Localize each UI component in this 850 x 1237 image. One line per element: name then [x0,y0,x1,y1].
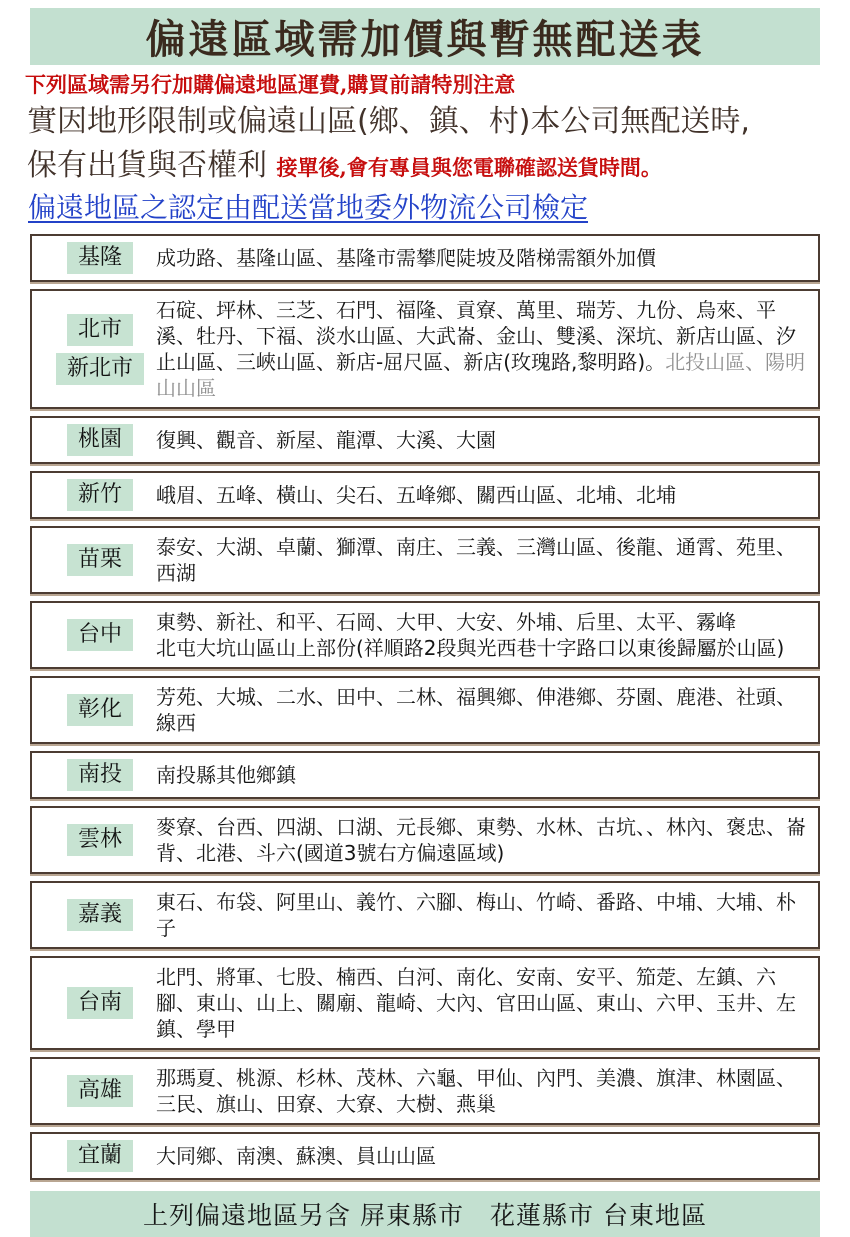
table-row [30,956,820,1050]
region-label-column [48,759,152,791]
region-areas-text: 大同鄉、南澳、蘇澳、員山山區 [156,1144,436,1168]
region-label-column [48,987,152,1019]
table-row [30,416,820,464]
region-label: 新竹 [67,479,133,511]
page-title: 偏遠區域需加價與暫無配送表 [145,17,705,63]
region-areas [152,427,812,453]
region-label: 基隆 [67,242,133,274]
table-row [30,601,820,669]
region-label-column [48,544,152,576]
delivery-policy-line2-black: 保有出貨與否權利 [27,148,267,183]
table-row [30,526,820,594]
region-areas [152,762,812,788]
region-areas-line [156,889,812,941]
region-label: 雲林 [67,824,133,856]
region-areas-text: 東勢、新社、和平、石岡、大甲、大安、外埔、后里、太平、霧峰 [156,610,736,634]
region-label-column [48,314,152,385]
region-areas [152,964,812,1042]
remote-area-definition-note: 偏遠地區之認定由配送當地委外物流公司檢定 [28,191,589,224]
region-label: 嘉義 [67,899,133,931]
region-label-column [48,479,152,511]
region-label: 彰化 [67,694,133,726]
region-label: 宜蘭 [67,1140,133,1172]
region-areas [152,297,812,401]
region-areas [152,245,812,271]
region-areas [152,609,812,661]
region-areas-line [156,684,812,736]
region-areas [152,1065,812,1117]
table-row [30,676,820,744]
region-label: 桃園 [67,424,133,456]
region-label: 台中 [67,619,133,651]
region-areas-line [156,609,812,635]
region-areas [152,1143,812,1169]
region-areas-text: 芳苑、大城、二水、田中、二林、福興鄉、伸港鄉、芬園、鹿港、社頭、線西 [156,685,796,735]
region-areas-text: 南投縣其他鄉鎮 [156,763,296,787]
region-label: 台南 [67,987,133,1019]
region-label-column [48,1075,152,1107]
region-areas-text: 峨眉、五峰、橫山、尖石、五峰鄉、關西山區、北埔、北埔 [156,483,676,507]
region-areas [152,482,812,508]
delivery-policy-line2 [27,146,850,187]
region-areas-line [156,964,812,1042]
region-areas-text: 北屯大坑山區山上部份(祥順路2段與光西巷十字路口以東後歸屬於山區) [156,636,785,660]
region-areas-line [156,635,812,661]
region-areas-line [156,534,812,586]
region-areas-text: 那瑪夏、桃源、杉林、茂林、六龜、甲仙、內門、美濃、旗津、林園區、三民、旗山、田寮、大寮、大樹、燕巢 [156,1066,796,1116]
region-areas [152,534,812,586]
delivery-policy-line1: 實因地形限制或偏遠山區(鄉、鎮、村)本公司無配送時, [27,104,750,139]
table-row [30,471,820,519]
region-label-column [48,694,152,726]
region-label-column [48,242,152,274]
delivery-policy-line2-red: 接單後,會有專員與您電聯確認送貨時間。 [276,155,662,180]
region-areas [152,684,812,736]
region-areas-line [156,482,812,508]
region-areas-text: 北門、將軍、七股、楠西、白河、南化、安南、安平、笳萣、左鎮、六腳、東山、山上、關廟、龍崎、大內、官田山區、東山、六甲、玉井、左鎮、學甲 [156,965,796,1041]
table-row [30,881,820,949]
header-banner [30,8,820,65]
region-areas-gray-note: 北投山區、陽明山山區 [156,350,806,400]
region-areas-line [156,1143,812,1169]
region-areas-line [156,427,812,453]
table-row [30,751,820,799]
region-label-column [48,1140,152,1172]
region-areas-line [156,1065,812,1117]
table-row [30,1057,820,1125]
region-areas-line [156,297,812,401]
delivery-table [30,234,820,1180]
region-areas [152,814,812,866]
region-label: 新北市 [56,353,144,385]
region-label-column [48,424,152,456]
region-areas [152,889,812,941]
region-areas-text: 麥寮、台西、四湖、口湖、元長鄉、東勢、水林、古坑、、林內、褒忠、崙背、北港、斗六(國道3號右方偏遠區域) [156,815,806,865]
region-label: 南投 [67,759,133,791]
table-row [30,289,820,409]
region-label-column [48,899,152,931]
region-label: 高雄 [67,1075,133,1107]
table-row [30,234,820,282]
footer-text: 上列偏遠地區另含 屏東縣市 花蓮縣市 台東地區 [143,1201,707,1230]
region-areas-text: 東石、布袋、阿里山、義竹、六腳、梅山、竹崎、番路、中埔、大埔、朴子 [156,890,796,940]
region-label-column [48,619,152,651]
table-row [30,1132,820,1180]
region-label-column [48,824,152,856]
region-areas-text: 石碇、坪林、三芝、石門、福隆、貢寮、萬里、瑞芳、九份、烏來、平溪、牡丹、下福、淡水山區、大武崙、金山、雙溪、深坑、新店山區、汐止山區、三峽山區、新店-屈尺區、新店(玫瑰路,黎明路)。 [156,298,796,374]
region-label: 苗栗 [67,544,133,576]
surcharge-warning-text: 下列區域需另行加購偏遠地區運費,購買前請特別注意 [25,72,516,97]
region-areas-line [156,814,812,866]
region-areas-text: 泰安、大湖、卓蘭、獅潭、南庄、三義、三灣山區、後龍、通霄、苑里、西湖 [156,535,796,585]
region-areas-line [156,245,812,271]
region-areas-text: 復興、觀音、新屋、龍潭、大溪、大園 [156,428,496,452]
region-label: 北市 [67,314,133,346]
region-areas-line [156,762,812,788]
table-row [30,806,820,874]
footer-banner [30,1191,820,1237]
region-areas-text: 成功路、基隆山區、基隆市需攀爬陡坡及階梯需額外加價 [156,246,656,270]
